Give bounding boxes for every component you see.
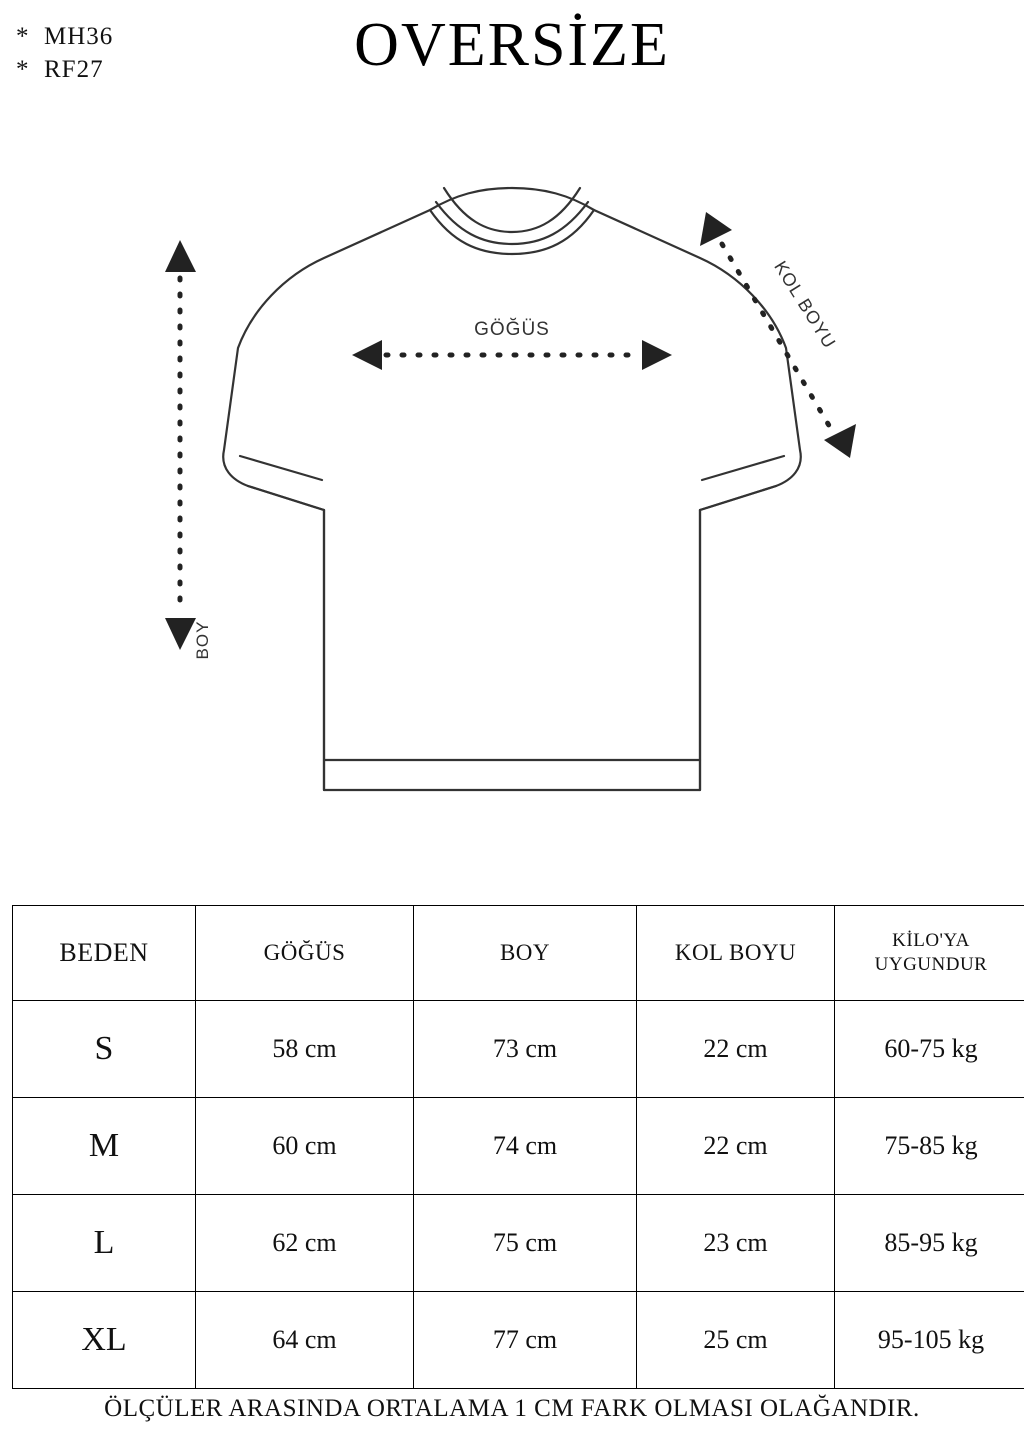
chest-label: GÖĞÜS [474,319,550,340]
cell-kol-boyu: 22 cm [637,1098,835,1195]
cell-boy: 77 cm [414,1292,637,1389]
cell-kilo: 75-85 kg [835,1098,1024,1195]
column-header-kol-boyu: KOL BOYU [637,906,835,1001]
cell-boy: 75 cm [414,1195,637,1292]
table-row [13,1001,1024,1098]
tshirt-diagram [0,150,1024,890]
page-title: OVERSİZE [354,11,670,79]
chest-measure-arrow [352,340,672,370]
cell-kilo: 85-95 kg [835,1195,1024,1292]
column-header-gogus: GÖĞÜS [196,906,414,1001]
column-header-boy: BOY [414,906,637,1001]
cell-boy: 73 cm [414,1001,637,1098]
cell-beden: S [13,1001,196,1098]
column-header-kilo [835,906,1024,1001]
cell-gogus: 62 cm [196,1195,414,1292]
product-code-line-2: * RF27 [16,56,104,83]
length-label: BOY [193,620,212,660]
cell-kol-boyu: 22 cm [637,1001,835,1098]
cell-beden: XL [13,1292,196,1389]
product-code-line-1: * MH36 [16,23,114,50]
sleeve-label: KOL BOYU [770,257,840,353]
cell-beden: L [13,1195,196,1292]
cell-gogus: 64 cm [196,1292,414,1389]
cell-kilo: 95-105 kg [835,1292,1024,1389]
cell-kilo: 60-75 kg [835,1001,1024,1098]
cell-kol-boyu: 25 cm [637,1292,835,1389]
table-header-row [13,906,1024,1001]
column-header-beden: BEDEN [13,906,196,1001]
table-row [13,1098,1024,1195]
cell-kol-boyu: 23 cm [637,1195,835,1292]
cell-beden: M [13,1098,196,1195]
cell-gogus: 60 cm [196,1098,414,1195]
length-measure-arrow [165,240,196,650]
column-header-kilo-line-2: UYGUNDUR [874,954,988,975]
cell-boy: 74 cm [414,1098,637,1195]
column-header-kilo-line-1: KİLO'YA [892,930,970,952]
cell-gogus: 58 cm [196,1001,414,1098]
footnote: ÖLÇÜLER ARASINDA ORTALAMA 1 CM FARK OLMASI OLAĞANDIR. [104,1395,920,1422]
table-row [13,1292,1024,1389]
size-table [12,905,1024,1389]
size-table-wrapper [12,905,1012,1389]
table-row [13,1195,1024,1292]
